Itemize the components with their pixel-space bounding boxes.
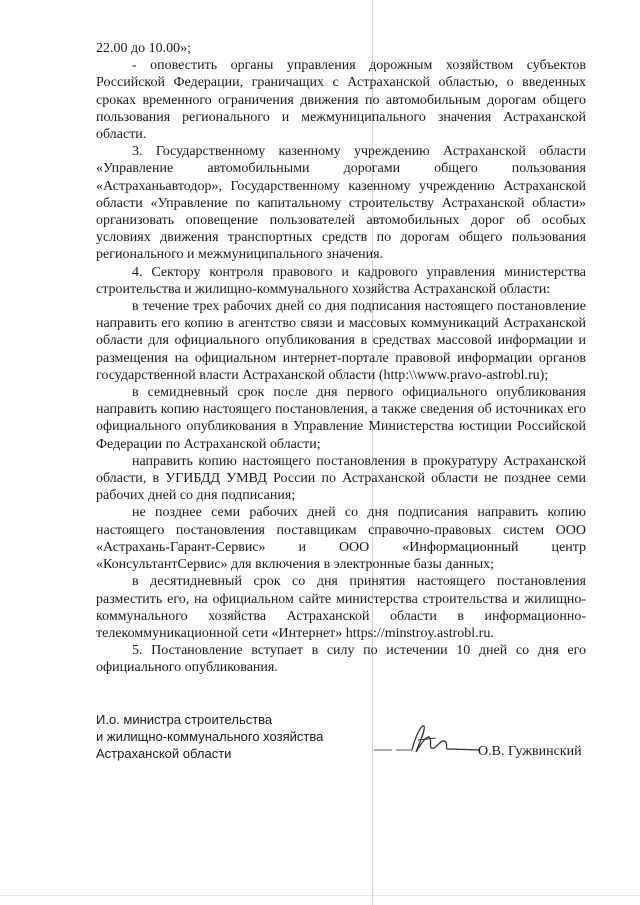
signatory-title-line: И.о. министра строительства <box>96 712 273 727</box>
paragraph-time-range: 22.00 до 10.00»; <box>96 41 192 56</box>
handwritten-signature <box>372 720 482 758</box>
signature-block <box>96 711 586 771</box>
paragraph-ministry-justice: в семидневный срок после дня первого официального опубликования направить копию настоящего постановления, а также сведения об источниках его официального опубликования в Управление Министерства юстиции Российской Федерации по Астраханской области; <box>96 385 586 452</box>
paragraph-website: в десятидневный срок со дня принятия настоящего постановления разместить его, на официальном сайте министерства строительства и жилищно-коммунального хозяйства Астраханской области в информационно-телекоммуникационной сети «Интернет» https://minstroy.astrobl.ru. <box>96 574 586 641</box>
page-fold-line-bottom <box>0 895 640 896</box>
signatory-name: О.В. Гужвинский <box>478 744 582 759</box>
paragraph-notify-road-authorities: - оповестить органы управления дорожным хозяйством субъектов Российской Федерации, граничащих с Астраханской областью, о введенных сроках временного ограничения движения по автомобильным дорогам общего пользования регионального и межмуниципального значения Астраханской области. <box>96 58 586 143</box>
paragraph-legal-systems: не позднее семи рабочих дней со дня подписания направить копию настоящего постановления поставщикам справочно-правовых систем ООО «Астрахань-Гарант-Сервис» и ООО «Информационный центр «КонсультантСервис» для включения в электронные базы данных; <box>96 505 586 573</box>
paragraph-prosecutor: направить копию настоящего постановления в прокуратуру Астраханской области, в УГИБДД УМВД России по Астраханской области не позднее семи рабочих дней со дня подписания; <box>96 453 586 504</box>
paragraph-publish-copy: в течение трех рабочих дней со дня подписания настоящего постановление направить его копию в агентство связи и массовых коммуникаций Астраханской области для официального опубликования в средствах массовой информации и размещения на официальном интернет-портале правовой информации органов государственной власти Астраханской области (http:\\www.pravo-astrobl.ru); <box>96 299 586 383</box>
signatory-title-line: и жилищно-коммунального хозяйства <box>96 729 324 744</box>
paragraph-item-3: 3. Государственному казенному учреждению Астраханской области «Управление автомобильными дорогами общего пользования «Астраханьавтодор», Государственному казенному учреждению Астраханской области «Управление по капитальному строительству Астраханской области» организовать оповещение пользователей автомобильных дорог об особых условиях движения транспортных средств по дорогам общего пользования регионального и межмуниципального значения. <box>96 144 586 263</box>
document-body <box>96 40 586 677</box>
signatory-title <box>96 711 356 762</box>
paragraph-item-4: 4. Сектору контроля правового и кадрового управления министерства строительства и жилищно-коммунального хозяйства Астраханской области: <box>96 264 586 297</box>
paragraph-item-5: 5. Постановление вступает в силу по истечении 10 дней со дня его официального опубликования. <box>96 643 586 676</box>
signatory-title-line: Астраханской области <box>96 746 232 761</box>
